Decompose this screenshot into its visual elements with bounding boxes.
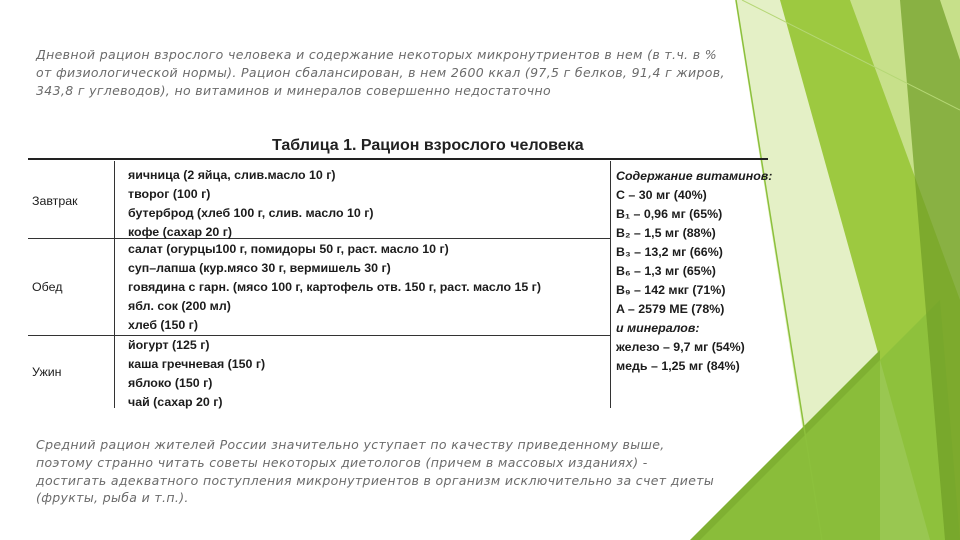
meal-label-lunch: Обед	[32, 280, 63, 294]
vitamins-list	[616, 167, 772, 376]
vitamin-item: B₉ – 142 мкг (71%)	[616, 283, 726, 297]
lunch-items	[128, 240, 541, 335]
table-title: Таблица 1. Рацион взрослого человека	[272, 137, 584, 154]
breakfast-items	[128, 166, 374, 242]
list-item: ябл. сок (200 мл)	[128, 299, 231, 313]
list-item: яблоко (150 г)	[128, 376, 213, 390]
list-item: чай (сахар 20 г)	[128, 395, 223, 409]
minerals-header: и минералов:	[616, 321, 700, 335]
vitamin-item: B₂ – 1,5 мг (88%)	[616, 226, 716, 240]
vitamin-item: B₃ – 13,2 мг (66%)	[616, 245, 723, 259]
list-item: говядина с гарн. (мясо 100 г, картофель отв. 150 г, раст. масло 15 г)	[128, 280, 541, 294]
dinner-items	[128, 336, 265, 412]
meal-column	[28, 161, 115, 408]
list-item: йогурт (125 г)	[128, 338, 210, 352]
outro-text: Средний рацион жителей России значительно уступает по качеству приведенному выше, поэтому странно читать советы некоторых диетологов (причем в массовых изданиях) - достигать адекватного поступления микронутриентов в организм исключительно за счет диеты (фрукты, рыба и т.п.).	[36, 437, 715, 506]
mineral-item: железо – 9,7 мг (54%)	[616, 340, 745, 354]
list-item: хлеб (150 г)	[128, 318, 198, 332]
list-item: творог (100 г)	[128, 187, 211, 201]
list-item: каша гречневая (150 г)	[128, 357, 266, 371]
list-item: суп–лапша (кур.мясо 30 г, вермишель 30 г)	[128, 261, 391, 275]
list-item: бутерброд (хлеб 100 г, слив. масло 10 г)	[128, 206, 374, 220]
vitamin-item: B₆ – 1,3 мг (65%)	[616, 264, 716, 278]
diet-table	[28, 158, 773, 409]
nutrients-column	[612, 161, 773, 408]
mineral-item: медь – 1,25 мг (84%)	[616, 359, 740, 373]
list-item: кофе (сахар 20 г)	[128, 225, 232, 239]
meal-label-breakfast: Завтрак	[32, 194, 78, 208]
intro-text: Дневной рацион взрослого человека и содержание некоторых микронутриентов в нем (в т.ч. в % от физиологической нормы). Рацион сбалансирован, в нем 2600 ккал (97,5 г белков, 91,4 г жиров, 343,8 г углеводов), но витаминов и минералов совершенно недостаточно	[36, 47, 725, 98]
table-top-rule	[28, 158, 768, 160]
vitamin-item: B₁ – 0,96 мг (65%)	[616, 207, 723, 221]
list-item: салат (огурцы100 г, помидоры 50 г, раст. масло 10 г)	[128, 242, 449, 256]
vitamins-header: Содержание витаминов:	[616, 169, 773, 183]
dishes-column	[114, 161, 611, 408]
meal-label-dinner: Ужин	[32, 365, 62, 379]
vitamin-item: A – 2579 МЕ (78%)	[616, 302, 725, 316]
list-item: яичница (2 яйца, слив.масло 10 г)	[128, 168, 336, 182]
vitamin-item: C – 30 мг (40%)	[616, 188, 707, 202]
